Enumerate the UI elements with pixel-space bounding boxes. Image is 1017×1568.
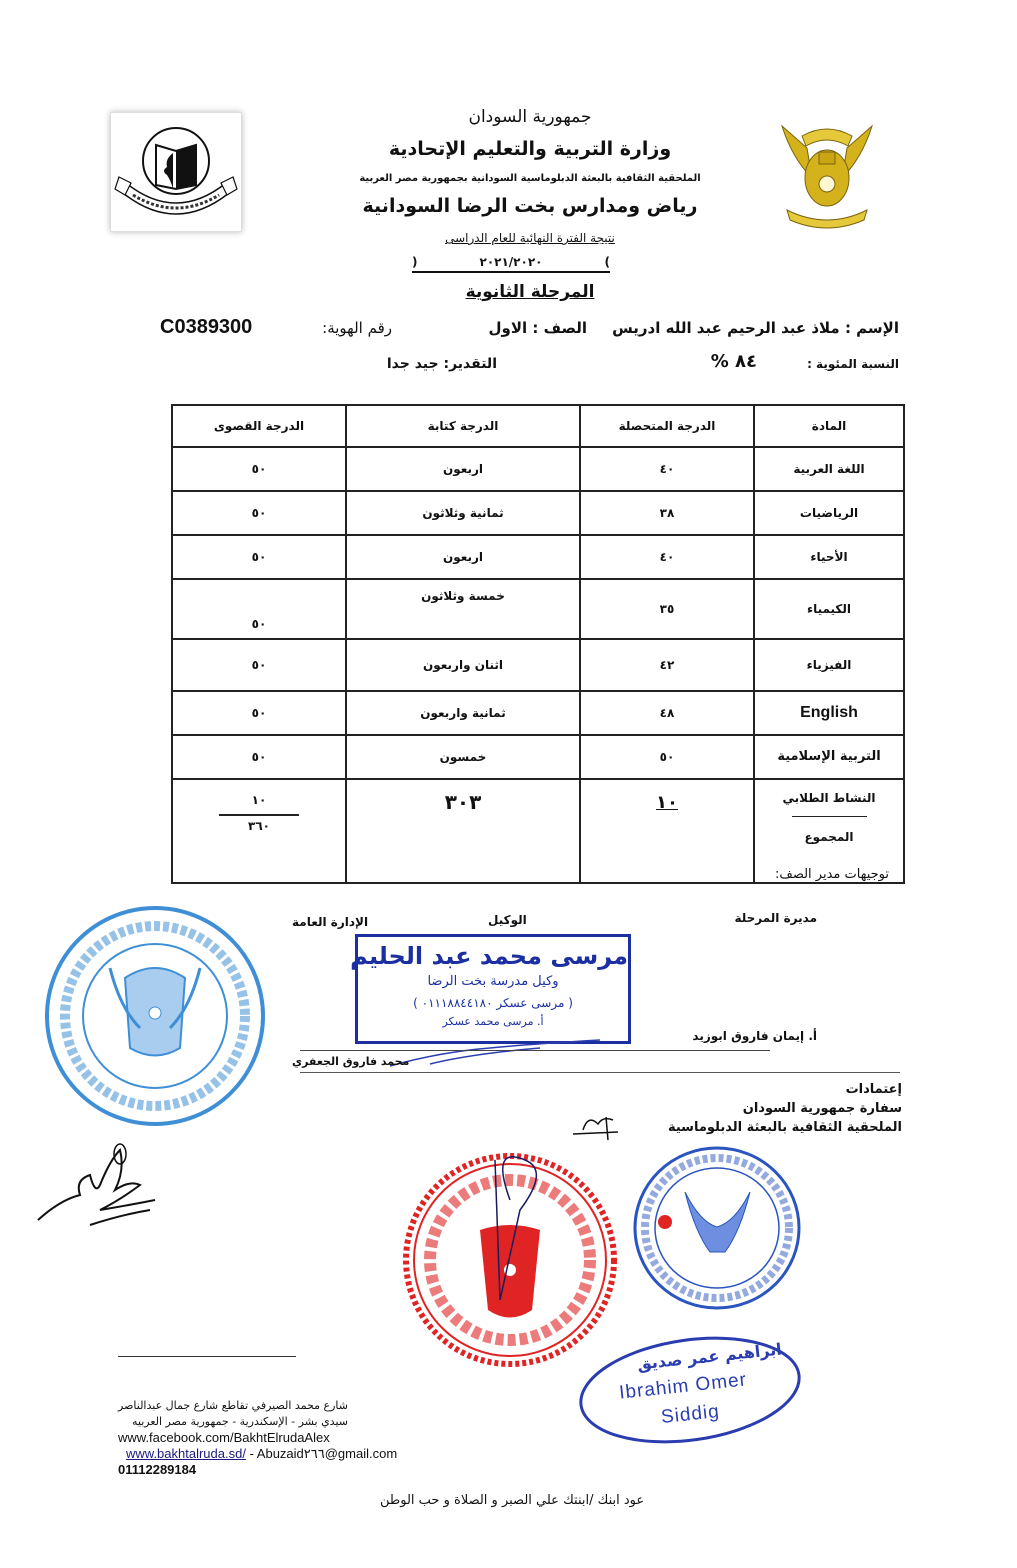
subject-cell: English — [754, 691, 904, 735]
percentage-value: ٨٤ % — [710, 351, 757, 372]
total-score-cell: ٣٠٣ — [346, 779, 580, 883]
student-grade: الصف : الاول — [488, 319, 587, 337]
total-max: ٣٦٠ — [248, 819, 270, 833]
table-row — [172, 691, 904, 735]
footer-facebook[interactable]: www.facebook.com/BakhtElrudaAlex — [118, 1430, 330, 1445]
table-row — [172, 535, 904, 579]
admin-label: الإدارة العامة — [292, 915, 369, 929]
max-cell: ٥٠ — [172, 535, 346, 579]
score-cell: ٤٠ — [580, 535, 754, 579]
max-cell: ٥٠ — [172, 691, 346, 735]
paren-close: ( — [604, 255, 610, 269]
words-cell: خمسون — [346, 735, 580, 779]
divider — [300, 1072, 900, 1073]
total-label: المجموع — [804, 830, 854, 844]
footer-phone: 01112289184 — [118, 1462, 197, 1477]
signature-line — [300, 1050, 770, 1051]
agent-stamp — [350, 934, 631, 1044]
subject-cell: الأحياء — [754, 535, 904, 579]
activity-max-cell — [172, 779, 346, 883]
subject-cell: الفيزياء — [754, 639, 904, 691]
rating: التقدير: جيد جدا — [386, 356, 497, 372]
approvals-title: إعتمادات — [845, 1082, 902, 1097]
header-ministry: وزارة التربية والتعليم الإتحادية — [388, 138, 672, 160]
signer-oval-stamp — [575, 1335, 805, 1445]
agent-stamp-phone: ( مرسى عسكر ٠١١١٨٨٤٤١٨٠ ) — [413, 996, 573, 1010]
id-label: رقم الهوية: — [322, 319, 392, 337]
separator — [792, 816, 867, 817]
table-header-row — [172, 405, 904, 447]
agent-label: الوكيل — [488, 913, 527, 927]
header-score: الدرجة المتحصلة — [580, 405, 754, 447]
subject-cell: الرياضيات — [754, 491, 904, 535]
percentage-label: النسبة المئوية : — [807, 357, 899, 371]
activity-score: ١٠ — [656, 792, 678, 813]
signer-name-ar: ابراهيم عمر صديق — [636, 1339, 783, 1374]
agent-signature — [380, 1038, 620, 1068]
approvals-line2: الملحقية الثقافية بالبعثة الدبلوماسية — [667, 1120, 902, 1135]
school-seal — [40, 898, 270, 1133]
signer-name-en-2: Siddig — [660, 1400, 721, 1429]
stage-director-label: مديرة المرحلة — [734, 911, 817, 925]
admin-name: محمد فاروق الجعفري — [292, 1055, 410, 1068]
embassy-blue-seal — [625, 1142, 805, 1312]
result-title: نتيجة الفترة النهائية للعام الدراسى — [445, 231, 615, 245]
table-row — [172, 639, 904, 691]
footer-address-1: شارع محمد الصيرفي تقاطع شارع جمال عبدالناصر — [118, 1399, 348, 1412]
agent-stamp-sub: أ. مرسى محمد عسكر — [442, 1015, 544, 1028]
header-country: جمهورية السودان — [468, 107, 592, 127]
activity-label: النشاط الطلابي — [782, 791, 876, 805]
words-cell: خمسة وثلاثون — [346, 579, 580, 639]
score-cell: ٤٨ — [580, 691, 754, 735]
agent-stamp-name: مرسى محمد عبد الحليم — [350, 942, 628, 970]
words-cell: اثنان واربعون — [346, 639, 580, 691]
max-cell: ٥٠ — [172, 579, 346, 639]
separator — [219, 814, 299, 816]
header-max: الدرجة القصوى — [172, 405, 346, 447]
table-row — [172, 579, 904, 639]
activity-score-cell — [580, 779, 754, 883]
footer-address-2: سيدي بشر - الإسكندرية - جمهورية مصر العربيه — [131, 1415, 348, 1428]
signer-name-en-1: Ibrahim Omer — [618, 1369, 748, 1404]
score-cell: ٥٠ — [580, 735, 754, 779]
stage-title: المرحلة الثانوية — [465, 282, 595, 302]
table-row — [172, 735, 904, 779]
subject-cell: اللغة العربية — [754, 447, 904, 491]
words-cell: ثمانية وثلاثون — [346, 491, 580, 535]
header-subject: المادة — [754, 405, 904, 447]
initials-signature — [568, 1112, 628, 1142]
subject-cell: الكيمياء — [754, 579, 904, 639]
academic-year-value: ٢٠٢١/٢٠٢٠ — [479, 255, 543, 269]
words-cell: ثمانية واربعون — [346, 691, 580, 735]
footer-website-link[interactable]: www.bakhtalruda.sd/ — [126, 1446, 246, 1461]
handwritten-signature — [30, 1140, 160, 1240]
activity-max: ١٠ — [251, 793, 267, 807]
header-school: رياض ومدارس بخت الرضا السودانية — [362, 195, 698, 217]
stage-director-name: أ. إيمان فاروق ابوزيد — [692, 1029, 817, 1043]
score-cell: ٤٢ — [580, 639, 754, 691]
table-row — [172, 491, 904, 535]
header-score-words: الدرجة كتابة — [346, 405, 580, 447]
words-cell: اربعون — [346, 447, 580, 491]
sudan-emblem — [772, 118, 882, 233]
max-cell: ٥٠ — [172, 735, 346, 779]
table-row — [172, 447, 904, 491]
score-cell: ٤٠ — [580, 447, 754, 491]
school-logo — [110, 112, 242, 232]
student-name: الإسم : ملاذ عبد الرحيم عبد الله ادريس — [612, 319, 899, 337]
max-cell: ٥٠ — [172, 639, 346, 691]
paren-open: ) — [412, 255, 418, 269]
score-cell: ٣٨ — [580, 491, 754, 535]
words-cell: اربعون — [346, 535, 580, 579]
subject-cell: التربية الإسلامية — [754, 735, 904, 779]
footer-contact — [118, 1398, 397, 1478]
score-cell: ٣٥ — [580, 579, 754, 639]
header-attache: الملحقية الثقافية بالبعثة الدبلوماسية السودانية بجمهورية مصر العربية — [359, 173, 701, 184]
footer-email[interactable]: - Abuzaid٢٦٦@gmail.com — [245, 1446, 398, 1461]
approvals-line1: سفارة جمهورية السودان — [742, 1101, 902, 1116]
approvals-block — [668, 1080, 902, 1137]
class-director-directions: توجيهات مدير الصف: — [774, 867, 889, 882]
footer-motto: عود ابنك /ابنتك علي الصبر و الصلاة و حب الوطن — [380, 1493, 645, 1508]
id-value: C0389300 — [160, 316, 253, 338]
footer-divider — [118, 1356, 296, 1357]
academic-year — [412, 254, 610, 273]
agent-stamp-title: وكيل مدرسة بخت الرضا — [427, 974, 559, 989]
grades-table — [171, 404, 905, 884]
max-cell: ٥٠ — [172, 447, 346, 491]
max-cell: ٥٠ — [172, 491, 346, 535]
